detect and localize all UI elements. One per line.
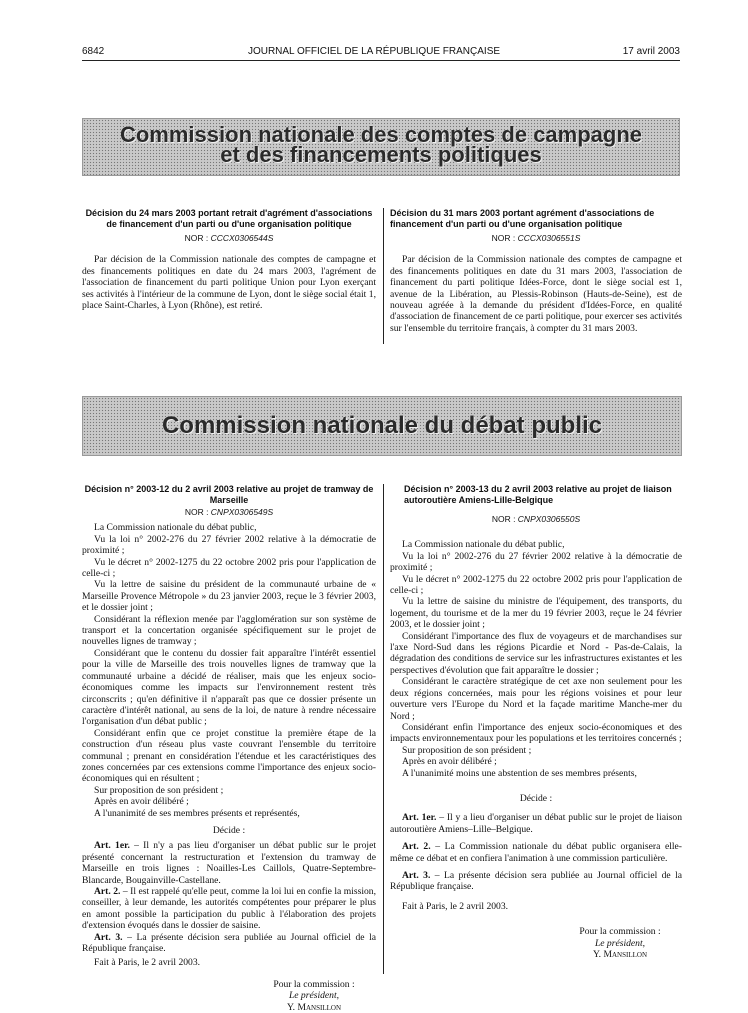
- journal-title: JOURNAL OFFICIEL DE LA RÉPUBLIQUE FRANÇAISE: [247, 46, 501, 57]
- decide-heading: Décide :: [519, 792, 553, 804]
- article: [390, 841, 682, 864]
- paragraph: A l'unanimité de ses membres présents et représentés,: [94, 807, 300, 819]
- section-banner-cndp: Commission nationale du débat public: [82, 396, 682, 456]
- article-label: Art. 1er.: [402, 812, 437, 824]
- done-at: Fait à Paris, le 2 avril 2003.: [94, 957, 201, 969]
- header-rule: [82, 60, 680, 61]
- signature-for: Pour la commission :: [579, 926, 661, 938]
- nor-label: NOR :: [184, 507, 211, 517]
- decision-body: Par décision de la Commission nationale des comptes de campagne et des financements politiques en date du 31 mars 2003, l'association de financement du parti politique Idées-Force, dont le siège social est 1, avenue de la Libération, au Plessis-Robinson (Hauts-de-Seine), est de nouveau agréée à la demande du président d'Idées-Force, en qualité d'association de financement de ce parti politique, pour exercer ses activités sur l'ensemble du territoire français, à compter du 31 mars 2003.: [390, 254, 682, 334]
- paragraph: Considérant l'importance des flux de voyageurs et de marchandises sur l'axe Nord-Sud dans les régions Picardie et Nord - Pas-de-Calais, la dégradation des conditions de service sur les infrastructures existantes et les perspectives d'évolution que fait apparaître le dossier ;: [390, 630, 682, 676]
- article: [82, 932, 376, 955]
- done-at: Fait à Paris, le 2 avril 2003.: [402, 900, 509, 912]
- decision-agrement: [390, 208, 682, 334]
- article-label: Art. 2.: [94, 886, 121, 897]
- article-text: – La présente décision sera publiée au Journal officiel de la République française.: [82, 931, 377, 955]
- article: [82, 840, 376, 886]
- nor-label: NOR :: [491, 514, 518, 524]
- banner-line-1: Commission nationale des comptes de campagne: [119, 122, 643, 147]
- nor-reference: [390, 233, 682, 244]
- paragraph: La Commission nationale du débat public,: [402, 539, 565, 551]
- signature-name: Y. Mansillon: [286, 1001, 341, 1013]
- article-label: Art. 3.: [402, 869, 431, 881]
- signature-block: [558, 926, 682, 960]
- paragraph: Considérant que le contenu du dossier fait apparaître l'intérêt essentiel pour la ville de Marseille des trois nouvelles lignes de tramway que la communauté urbaine a décidé de réaliser, mais que les enjeux socio-économiques comme les impacts sur l'environnement restent très circonscrits ; qu'en définitive il n'apparaît pas que ce dossier présente un caractère d'intérêt national, au sens de la loi, de nature à rendre nécessaire l'organisation d'un débat public ;: [82, 647, 376, 728]
- paragraph: Considérant le caractère stratégique de cet axe non seulement pour les deux régions concernées, mais pour les régions voisines et pour leur ouverture vers l'Europe du Nord et la façade maritime Manche-mer du Nord ;: [390, 676, 682, 722]
- article-label: Art. 1er.: [94, 840, 130, 852]
- signature-name: Y. Mansillon: [592, 949, 647, 960]
- article: [82, 886, 376, 932]
- nor-label: NOR :: [491, 233, 518, 243]
- decision-body: Par décision de la Commission nationale des comptes de campagne et des financements politiques en date du 24 mars 2003, l'agrément de l'association de financement du parti politique Union pour Lyon exerçant ses activités à l'intérieur de la commune de Lyon, dont le siège social était 1, place Saint-Charles, à Lyon (Rhône), est retiré.: [82, 254, 376, 312]
- nor-reference: [390, 514, 682, 525]
- article-text: – La présente décision sera publiée au Journal officiel de la République française.: [390, 869, 683, 893]
- paragraph: Sur proposition de son président ;: [402, 744, 532, 756]
- decision-amiens-lille-belgique: [390, 484, 682, 960]
- page-number: 6842: [82, 46, 105, 57]
- section-banner-cnccfp: [82, 118, 680, 176]
- paragraph: Vu la lettre de saisine du président de la communauté urbaine de « Marseille Provence Métropole » du 23 janvier 2003, reçue le 3 février 2003, et le dossier joint ;: [82, 579, 376, 614]
- article: [390, 870, 682, 893]
- decision-tramway-marseille: [82, 484, 376, 1013]
- signature-role: Le président,: [288, 990, 340, 1002]
- article-text: – Il y a lieu d'organiser un débat public sur le projet de liaison autoroutière Amiens–Lille–Belgique.: [390, 812, 682, 835]
- nor-reference: [82, 233, 376, 244]
- nor-label: NOR :: [184, 233, 211, 243]
- article: [390, 812, 682, 835]
- issue-date: 17 avril 2003: [622, 46, 680, 57]
- column-divider: [383, 208, 384, 344]
- article-label: Art. 2.: [402, 841, 431, 853]
- paragraph: Vu la loi n° 2002-276 du 27 février 2002 relative à la démocratie de proximité ;: [82, 533, 376, 557]
- paragraph: Après en avoir délibéré ;: [94, 796, 189, 808]
- signature-role: Le président,: [594, 937, 646, 949]
- decision-title: Décision du 24 mars 2003 portant retrait d'agrément d'associations de financement d'un parti ou d'une organisation politique: [85, 208, 373, 229]
- signature-for: Pour la commission :: [273, 978, 355, 990]
- paragraph: Considérant enfin que ce projet constitue la première étape de la construction d'un réseau plus vaste couvrant l'ensemble du territoire communal ; prenant en considération l'étendue et les caractéristiques des zones concernées par ces extensions comme l'importance des enjeux socio-économiques qui en résultent ;: [82, 727, 376, 785]
- decision-retrait: [82, 208, 376, 311]
- paragraph: Vu le décret n° 2002-1275 du 22 octobre 2002 pris pour l'application de celle-ci ;: [390, 573, 682, 597]
- paragraph: Après en avoir délibéré ;: [402, 756, 497, 768]
- banner-line-2: et des financements politiques: [220, 142, 542, 167]
- article-text: – Il n'y a pas lieu d'organiser un débat public sur le projet présenté concernant la restructuration et l'extension du tramway de Marseille en trois lignes : Noailles-Les Caillols, Quatre-Septembre-Blancarde, Bougainville-Castellane.: [82, 840, 377, 886]
- paragraph: Vu la lettre de saisine du ministre de l'équipement, des transports, du logement, du tourisme et de la mer du 19 février 2003, reçue le 24 février 2003, et le dossier joint ;: [390, 596, 682, 631]
- paragraph: Considérant enfin l'importance des enjeux socio-économiques et des impacts environnementaux pour les populations et les territoires concernés ;: [390, 721, 682, 745]
- decision-title: Décision n° 2003-12 du 2 avril 2003 relative au projet de tramway de Marseille: [84, 484, 374, 505]
- column-divider: [383, 484, 384, 974]
- nor-code: CCCX0306551S: [517, 233, 581, 243]
- paragraph: Vu le décret n° 2002-1275 du 22 octobre 2002 pris pour l'application de celle-ci ;: [82, 556, 376, 580]
- paragraph: A l'unanimité moins une abstention de ses membres présents,: [402, 767, 637, 779]
- article-label: Art. 3.: [94, 931, 123, 943]
- paragraph: Considérant la réflexion menée par l'agglomération sur son système de transport et la concertation organisée spécifiquement sur le projet de nouvelles lignes de tramway ;: [82, 613, 376, 648]
- decision-title: Décision du 31 mars 2003 portant agrément d'associations de financement d'un parti ou d'une organisation politique: [390, 208, 655, 229]
- nor-code: CNPX0306550S: [517, 514, 581, 524]
- decide-heading: Décide :: [212, 824, 246, 836]
- paragraph: Sur proposition de son président ;: [94, 784, 224, 796]
- nor-code: CNPX0306549S: [210, 507, 274, 517]
- signature-block: [252, 979, 376, 1013]
- paragraph: Vu la loi n° 2002-276 du 27 février 2002 relative à la démocratie de proximité ;: [390, 550, 682, 574]
- paragraph: La Commission nationale du débat public,: [94, 522, 257, 534]
- decision-title: Décision n° 2003-13 du 2 avril 2003 relative au projet de liaison autoroutière Amiens-Lille-Belgique: [404, 484, 672, 505]
- nor-code: CCCX0306544S: [210, 233, 274, 243]
- nor-reference: [82, 507, 376, 518]
- article-text: – Il est rappelé qu'elle peut, comme la loi lui en confie la mission, conseiller, à leur demande, les autorités compétentes pour préparer le plus en amont possible la participation du public à l'élaboration des projets d'extension évoqués dans le dossier de saisine.: [82, 886, 377, 932]
- article-text: – La Commission nationale du débat public organisera elle-même ce débat et en confiera l'animation à une commission particulière.: [390, 841, 682, 864]
